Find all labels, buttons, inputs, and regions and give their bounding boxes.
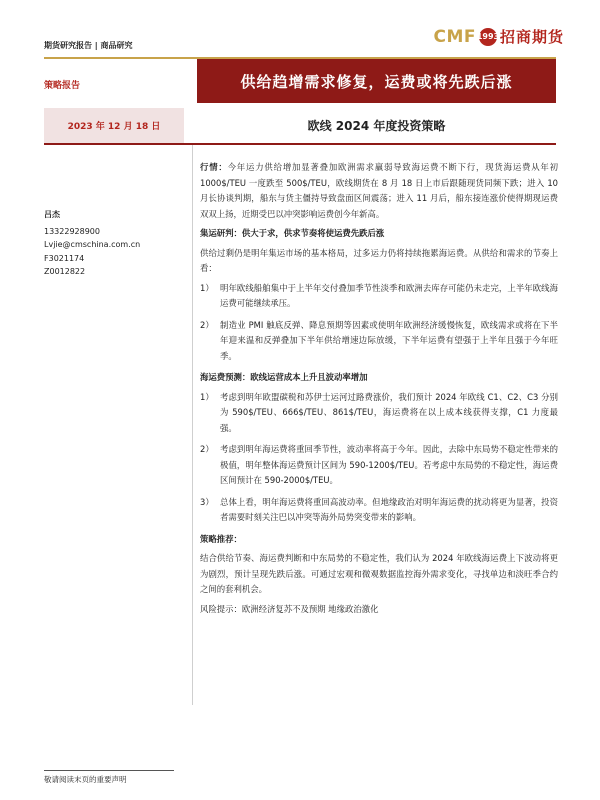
strategy-paragraph: 结合供给节奏、海运费判断和中东局势的不稳定性，我们认为 2024 年欧线海运费上下波动将更为剧烈，预计呈现先跌后涨。可通过宏观和微观数据监控海外需求变化，寻找单边和淡旺季合约之间的套利机会。 xyxy=(200,553,558,594)
list-item xyxy=(200,390,558,437)
list-item-text: 制造业 PMI 触底反弹、降息预期等因素或使明年欧洲经济缓慢恢复，欧线需求或将在下半年迎来温和反弹叠加下半年供给增速边际放缓，下半年运费有望强于上半年且强于今年旺季。 xyxy=(220,319,558,361)
summary-label: 行情： xyxy=(200,162,228,172)
list-item-text: 考虑到明年海运费将重回季节性，波动率将高于今年。因此，去除中东局势不稳定性带来的极值，明年整体海运费预计区间为 590-1200$/TEU。若考虑中东局势的不稳定性，海运费区间预计在 590-2000$/TEU。 xyxy=(220,444,558,485)
list-item-number: 1） xyxy=(200,282,214,293)
summary-paragraph xyxy=(200,160,558,222)
report-body xyxy=(200,160,558,621)
section-intro: 供给过剩仍是明年集运市场的基本格局，过多运力仍将持续拖累海运费。从供给和需求的节奏上看： xyxy=(200,247,558,273)
footer-divider xyxy=(44,770,174,771)
title-divider xyxy=(44,143,556,145)
report-title-banner xyxy=(197,59,556,103)
risk-note: 风险提示：欧洲经济复苏不及预期 地缘政治激化 xyxy=(200,603,379,614)
list-item-text: 考虑到明年欧盟碳税和苏伊士运河过路费涨价，我们预计 2024 年欧线 C1、C2、C3 分别为 590$/TEU、666$/TEU、861$/TEU，海运费将在以上成本线获得支撑，C1 力度最强。 xyxy=(220,391,558,433)
list-item-number: 2） xyxy=(200,319,214,330)
author-info xyxy=(44,208,140,279)
list-item-number: 3） xyxy=(200,496,214,507)
list-item xyxy=(200,318,558,365)
author-cert-1: F3021174 xyxy=(44,253,85,263)
author-email[interactable]: Lvjie@cmschina.com.cn xyxy=(44,240,141,249)
report-subtitle: 欧线 2024 年度投资策略 xyxy=(307,119,446,133)
report-category: 期货研究报告 | 商品研究 xyxy=(44,41,133,50)
list-item-text: 明年欧线船舶集中于上半年交付叠加季节性淡季和欧洲去库存可能仍未走完，上半年欧线海运费可能继续承压。 xyxy=(220,282,558,308)
section-heading: 策略推荐： xyxy=(200,533,242,544)
author-phone: 13322928900 xyxy=(44,226,100,236)
list-item xyxy=(200,281,558,312)
list-item xyxy=(200,495,558,526)
logo-badge-icon: 1993 xyxy=(479,28,497,46)
report-type: 策略报告 xyxy=(44,81,81,91)
list-item-number: 2） xyxy=(200,444,214,454)
summary-text: 今年运力供给增加显著叠加欧洲需求羸弱导致海运费不断下行，现货海运费从年初 1000$/TEU 一度跌至 500$/TEU，欧线期货在 8 月 18 日上市后跟随现货同频下跌；进入 10 月长协谈判期，船东与货主僵持导致盘面区间震荡；进入 11 月后，船东接连涨价使得期现运费双双上扬，近期受巴以冲突影响运费创今年新高。 xyxy=(200,162,559,219)
report-title: 供给趋增需求修复，运费或将先跌后涨 xyxy=(240,72,513,91)
list-item-number: 1） xyxy=(200,391,214,402)
logo-cmf-text: CMF xyxy=(433,26,476,47)
company-logo xyxy=(433,26,564,47)
author-name: 吕杰 xyxy=(44,210,60,219)
section-heading: 海运费预测：欧线运营成本上升且波动率增加 xyxy=(200,372,368,382)
author-cert-2: Z0012822 xyxy=(44,267,86,276)
column-divider xyxy=(192,145,193,705)
logo-chinese-text: 招商期货 xyxy=(499,28,564,46)
footer-disclaimer: 敬请阅读末页的重要声明 xyxy=(44,775,127,784)
report-date: 2023 年 12 月 18 日 xyxy=(67,122,161,132)
list-item xyxy=(200,442,558,489)
list-item-text: 总体上看，明年海运费将重回高波动率。但地缘政治对明年海运费的扰动将更为显著，投资者需要时刻关注巴以冲突等海外局势突变带来的影响。 xyxy=(220,496,558,522)
section-heading: 集运研判：供大于求，供求节奏将使运费先跌后涨 xyxy=(200,228,385,238)
